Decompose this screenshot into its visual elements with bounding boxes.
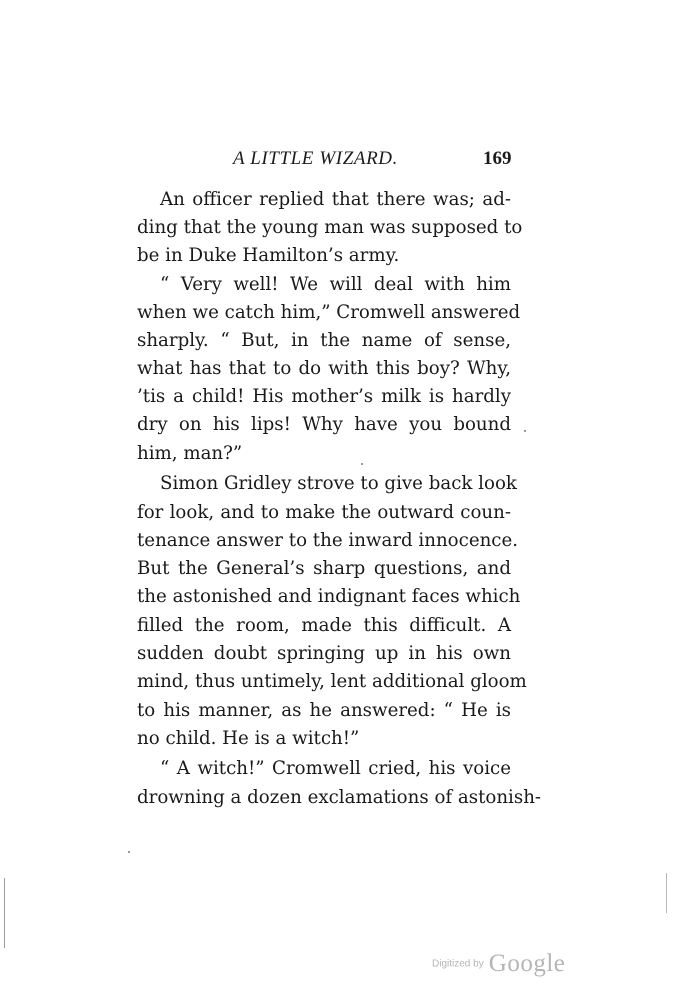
scan-speck: [361, 463, 363, 465]
scan-speck: [128, 851, 130, 853]
text-line: “ A witch!” Cromwell cried, his voice: [160, 758, 511, 779]
text-line: “ Very well! We will deal with him: [160, 274, 511, 295]
scan-edge-mark: [4, 878, 5, 948]
text-line: for look, and to make the outward coun-: [137, 502, 511, 523]
page-number: 169: [483, 148, 512, 169]
text-line: But the General’s sharp questions, and: [137, 558, 511, 579]
text-line: be in Duke Hamilton’s army.: [137, 245, 400, 266]
text-line: dry on his lips! Why have you bound: [137, 414, 511, 435]
text-line: when we catch him,” Cromwell answered: [137, 302, 521, 323]
text-line: sharply. “ But, in the name of sense,: [137, 330, 511, 351]
text-line: mind, thus untimely, lent additional gloom: [137, 671, 527, 692]
digitized-by-google-watermark: [432, 950, 565, 978]
text-line: no child. He is a witch!”: [137, 728, 360, 749]
text-line: Simon Gridley strove to give back look: [160, 473, 517, 494]
text-line: him, man?”: [137, 443, 243, 464]
text-line: ding that the young man was supposed to: [137, 217, 523, 238]
text-line: An officer replied that there was; ad-: [160, 189, 511, 210]
text-line: sudden doubt springing up in his own: [137, 643, 511, 664]
google-wordmark: Google: [488, 950, 566, 977]
text-line: ’tis a child! His mother’s milk is hardly: [137, 386, 511, 407]
text-line: filled the room, made this difficult. A: [137, 615, 511, 636]
scan-speck: [524, 430, 526, 432]
text-line: what has that to do with this boy? Why,: [137, 358, 511, 379]
scan-edge-mark: [666, 873, 667, 913]
text-line: the astonished and indignant faces which: [137, 586, 521, 607]
text-line: drowning a dozen exclamations of astonish-: [137, 787, 542, 808]
text-line: tenance answer to the inward innocence.: [137, 530, 519, 551]
text-line: to his manner, as he answered: “ He is: [137, 700, 511, 721]
watermark-prefix: Digitized by: [432, 958, 484, 970]
running-head-title: A LITTLE WIZARD.: [233, 148, 398, 169]
